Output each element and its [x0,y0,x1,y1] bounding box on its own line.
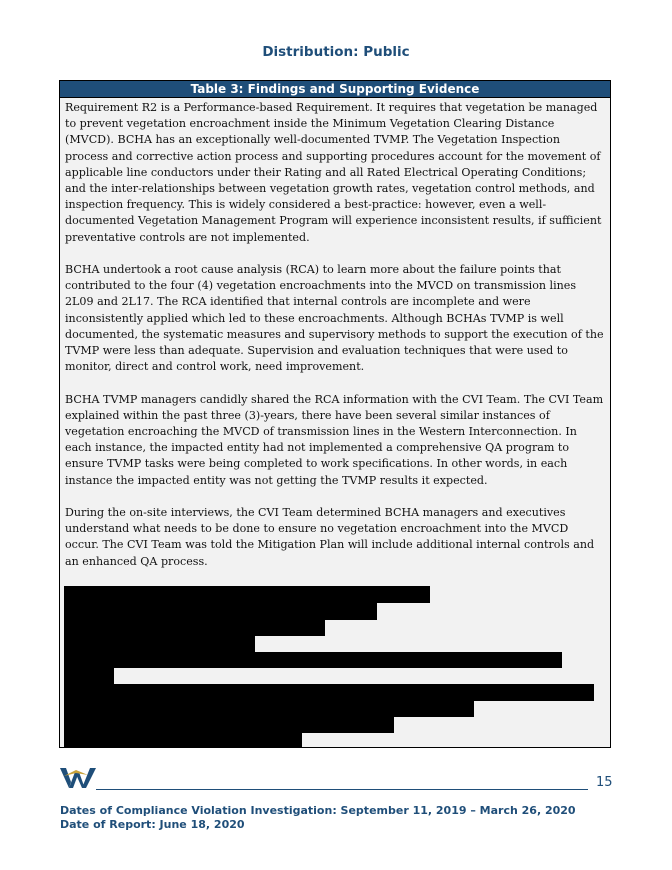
table-body [60,98,610,602]
investigation-dates: Dates of Compliance Violation Investigation: September 11, 2019 – March 26, 2020 [60,804,576,817]
paragraph-requirement: Requirement R2 is a Performance-based Requirement. It requires that vegetation be managed to prevent vegetation encroachment inside the Minimum Vegetation Clearing Distance (MVCD). BCHA has an exceptionally well-documented TVMP. The Vegetation Inspection process and corrective action process and supporting procedures account for the movement of applicable line conductors under their Rating and all Rated Electrical Operating Conditions; and the inter-relationships between vegetation growth rates, vegetation control methods, and inspection frequency. This is widely considered a best-practice: however, even a well-documented Vegetation Management Program will experience inconsistent results, if sufficient preventative controls are not implemented. [65,101,602,244]
redaction-bar [64,652,562,668]
footer-dates [60,804,576,832]
paragraph-cvi-team: BCHA TVMP managers candidly shared the RCA information with the CVI Team. The CVI Team explained within the past three (3)-years, there have been several similar instances of vegetation encroaching the MVCD of transmission lines in the Western Interconnection. In each instance, the impacted entity had not implemented a comprehensive QA program to ensure TVMP tasks were being completed to work specifications. In other words, in each instance the impacted entity was not getting the TVMP results it expected. [65,392,604,487]
redaction-bar [64,620,325,636]
redaction-bar [64,668,114,684]
paragraph-rca: BCHA undertook a root cause analysis (RCA) to learn more about the failure points that contributed to the four (4) vegetation encroachments into the MVCD on transmission lines 2L09 and 2L17. The RCA identified that internal controls are incomplete and were inconsistently applied which led to these encroachments. Although BCHAs TVMP is well documented, the systematic measures and supervisory methods to support the execution of the TVMP were less than adequate. Supervision and evaluation techniques that were used to monitor, direct and control work, need improvement. [65,263,604,374]
redaction-bar [64,636,255,652]
redaction-bar [64,603,377,620]
report-date: Date of Report: June 18, 2020 [60,818,245,831]
footer-rule [96,789,588,790]
redaction-bar [64,586,430,603]
wecc-logo-icon [60,766,96,790]
redaction-bar [64,701,474,717]
table-title: Table 3: Findings and Supporting Evidence [60,81,610,98]
page-number: 15 [596,775,613,790]
distribution-label: Distribution: Public [262,44,410,60]
redaction-bar [64,733,302,748]
redaction-bar [64,717,394,733]
paragraph-interviews: During the on-site interviews, the CVI Team determined BCHA managers and executives understand what needs to be done to ensure no vegetation encroachment into the MVCD occur. The CVI Team was told the Mitigation Plan will include additional internal controls and an enhanced QA process. [65,506,595,568]
redaction-bar [64,684,594,701]
